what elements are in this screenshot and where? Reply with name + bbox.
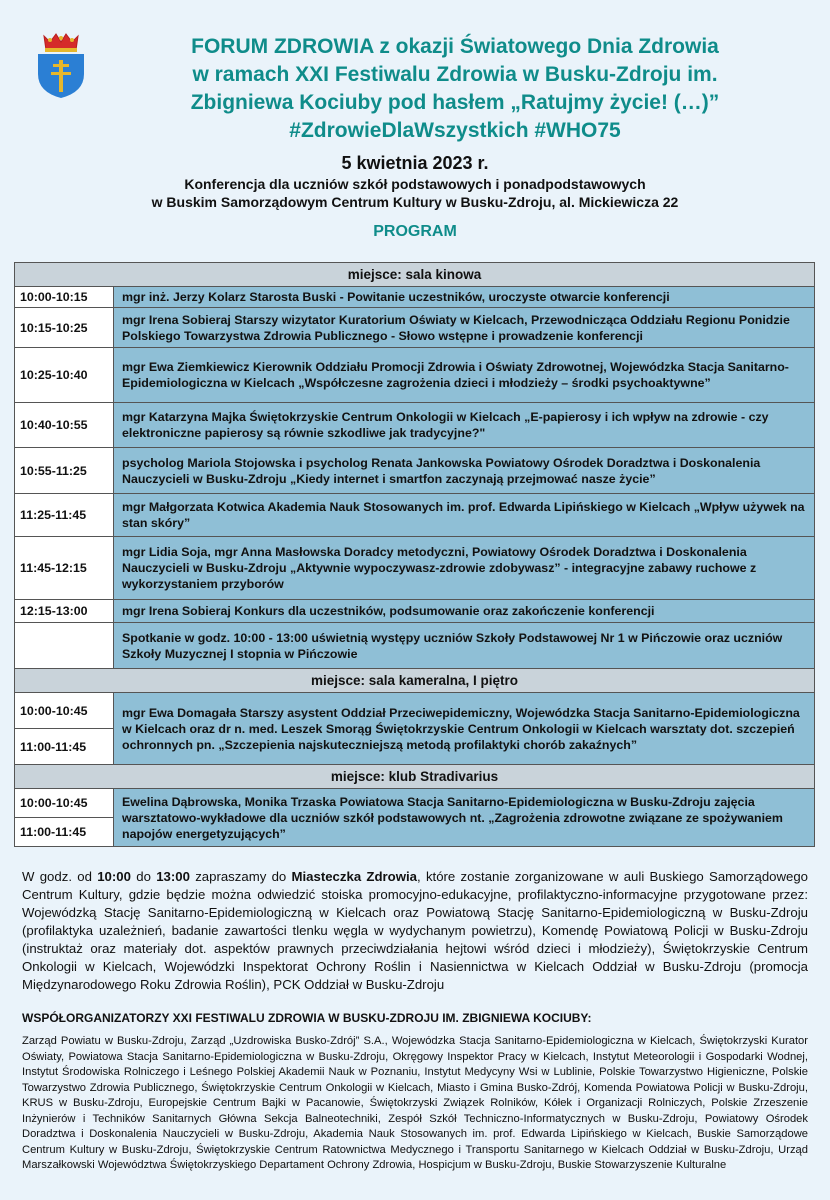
agenda-item: psycholog Mariola Stojowska i psycholog Renata Jankowska Powiatowy Ośrodek Doradztwa i Doskonalenia Nauczycieli w Busku-Zdroju „Kiedy internet i smartfon zaczynają przejmować nasze życie”	[114, 448, 815, 494]
time-cell: 10:55-11:25	[15, 448, 114, 494]
program-heading: PROGRAM	[373, 223, 457, 240]
time-cell: 10:00-10:45	[15, 693, 114, 729]
title-line-3: Zbigniewa Kociuby pod hasłem „Ratujmy życie! (…)”	[190, 91, 720, 114]
agenda-item: Spotkanie w godz. 10:00 - 13:00 uświetnią występy uczniów Szkoły Podstawowej Nr 1 w Pińczowie oraz uczniów Szkoły Muzycznej I stopnia w Pińczowie	[114, 623, 815, 669]
section-header: miejsce: klub Stradivarius	[15, 765, 815, 789]
agenda-item: mgr Małgorzata Kotwica Akademia Nauk Stosowanych im. prof. Edwarda Lipińskiego w Kielcach „Wpływ używek na stan skóry”	[114, 494, 815, 537]
agenda-item: mgr Lidia Soja, mgr Anna Masłowska Doradcy metodyczni, Powiatowy Ośrodek Doradztwa i Doskonalenia Nauczycieli w Busku-Zdroju „Aktywnie wypoczywasz-zdrowie zdobywasz” - integracyjne zabawy ruchowe z wykorzystaniem przyborów	[114, 537, 815, 600]
time-cell: 10:25-10:40	[15, 348, 114, 403]
info-text: W godz. od	[22, 869, 98, 884]
conference-line-1: Konferencja dla uczniów szkół podstawowych i ponadpodstawowych	[184, 176, 646, 192]
time-cell: 10:15-10:25	[15, 308, 114, 348]
time-cell: 10:40-10:55	[15, 403, 114, 448]
info-text: zapraszamy do	[189, 869, 292, 884]
agenda-item: Ewelina Dąbrowska, Monika Trzaska Powiatowa Stacja Sanitarno-Epidemiologiczna w Busku-Zdroju zajęcia warsztatowo-wykładowe dla uczniów szkół podstawowych nt. „Zagrożenia zdrowotne związane ze spożywaniem napojów energetyzujących”	[114, 789, 815, 847]
coorganizers-heading: WSPÓŁORGANIZATORZY XXI FESTIWALU ZDROWIA W BUSKU-ZDROJU IM. ZBIGNIEWA KOCIUBY:	[22, 1011, 592, 1025]
health-town-info	[22, 868, 808, 994]
time-cell: 12:15-13:00	[15, 600, 114, 623]
agenda-item: mgr Irena Sobieraj Konkurs dla uczestników, podsumowanie oraz zakończenie konferencji	[114, 600, 815, 623]
agenda-item: mgr Katarzyna Majka Świętokrzyskie Centrum Onkologii w Kielcach „E-papierosy i ich wpływ na zdrowie - czy elektroniczne papierosy są równie szkodliwe jak tradycyjne?"	[114, 403, 815, 448]
time-cell: 11:25-11:45	[15, 494, 114, 537]
page-title	[110, 33, 800, 145]
time-cell: 10:00-10:15	[15, 287, 114, 308]
agenda-item: mgr Ewa Domagała Starszy asystent Oddział Przeciwepidemiczny, Wojewódzka Stacja Sanitarno-Epidemiologiczna w Kielcach oraz dr n. med. Leszek Smorąg Świętokrzyskie Centrum Onkologii w Kielcach warsztaty dot. szczepień ochronnych pn. „Szczepienia najskuteczniejszą metodą profilaktyki chorób zakaźnych”	[114, 693, 815, 765]
info-text: , które zostanie zorganizowane w auli Buskiego Samorządowego Centrum Kultury, gdzie będzie można odwiedzić stoiska promocyjno-edukacyjne, profilaktyczno-informacyjne przygotowane przez: Wojewódzką Stację Sanitarno-Epidemiologiczną w Kielcach oraz Powiatową Stację Sanitarno-Epidemiologiczną w Busku-Zdroju (profilaktyka uzależnień, badanie zawartości tlenku węgla w wydychanym powietrzu), Komendę Powiatową Policji w Busku-Zdroju (instruktaż oraz materiały dot. aspektów prawnych przeciwdziałania hejtowi wśród dzieci i młodzieży), Świętokrzyskie Centrum Onkologii w Kielcach, Wojewódzki Inspektorat Ochrony Roślin i Nasiennictwa w Kielcach Oddział w Busku-Zdroju (promocja Międzynarodowego Roku Zdrowia Roślin), PCK Oddział w Busku-Zdroju	[22, 869, 809, 992]
time-cell: 10:00-10:45	[15, 789, 114, 818]
coorganizers-list: Zarząd Powiatu w Busku-Zdroju, Zarząd „Uzdrowiska Busko-Zdrój” S.A., Wojewódzka Stacja Sanitarno-Epidemiologiczna w Kielcach, Świętokrzyski Kurator Oświaty, Powiatowa Stacja Sanitarno-Epidemiologiczna w Busku-Zdroju, Okręgowy Inspektor Pracy w Kielcach, Instytut Meteorologii i Gospodarki Wodnej, Instytut Środowiska Rolniczego i Leśnego Polskiej Akademii Nauk w Poznaniu, Instytut Medycyny Wsi w Lublinie, Polskie Towarzystwo Higieniczne, Polskie Towarzystwo Zdrowia Publicznego, Świętokrzyskie Centrum Onkologii w Kielcach, Miasto i Gmina Busko-Zdrój, Komenda Powiatowa Policji w Busku-Zdroju, KRUS w Busku-Zdroju, Europejskie Centrum Bajki w Pacanowie, Świętokrzyski Związek Rolników, Kółek i Organizacji Rolniczych, Polskie Zrzeszenie Inżynierów i Techników Sanitarnych Główna Sekcja Balneotechniki, Zespół Szkół Techniczno-Informatycznych w Busku-Zdroju, Powiatowy Ośrodek Doradztwa i Doskonalenia Nauczycieli w Busku-Zdroju, Akademia Nauk Stosowanych im. prof. Edwarda Lipińskiego w Kielcach, Buskie Samorządowe Centrum Kultury w Busku-Zdroju, Świętokrzyskie Centrum Ratownictwa Medycznego i Transportu Sanitarnego w Kielcach Oddział w Busku-Zdroju, Urząd Marszałkowski Województwa Świętokrzyskiego Departament Ochrony Zdrowia, Hospicjum w Busku-Zdroju, Buskie Stowarzyszenie Kulturalne	[22, 1035, 808, 1171]
agenda-item: mgr Ewa Ziemkiewicz Kierownik Oddziału Promocji Zdrowia i Oświaty Zdrowotnej, Wojewódzka Stacja Sanitarno-Epidemiologiczna w Kielcach „Współczesne zagrożenia dzieci i młodzieży – środki psychoaktywne”	[114, 348, 815, 403]
program-table	[14, 262, 815, 847]
conference-line-2: w Buskim Samorządowym Centrum Kultury w Busku-Zdroju, al. Mickiewicza 22	[151, 194, 679, 210]
info-time: 13:00	[156, 869, 190, 884]
info-highlight: Miasteczka Zdrowia	[291, 869, 417, 884]
event-date: 5 kwietnia 2023 r.	[341, 153, 489, 173]
title-line-2: w ramach XXI Festiwalu Zdrowia w Busku-Zdroju im.	[192, 63, 718, 86]
time-cell: 11:00-11:45	[15, 818, 114, 847]
agenda-item: mgr Irena Sobieraj Starszy wizytator Kuratorium Oświaty w Kielcach, Przewodnicząca Oddziału Regionu Ponidzie Polskiego Towarzystwa Zdrowia Publicznego - Słowo wstępne i prowadzenie konferencji	[114, 308, 815, 348]
agenda-item: mgr inż. Jerzy Kolarz Starosta Buski - Powitanie uczestników, uroczyste otwarcie konferencji	[114, 287, 815, 308]
conference-info	[0, 175, 830, 211]
time-cell: 11:45-12:15	[15, 537, 114, 600]
section-header: miejsce: sala kameralna, I piętro	[15, 669, 815, 693]
info-time: 10:00	[97, 869, 131, 884]
title-line-4: #ZdrowieDlaWszystkich #WHO75	[289, 119, 621, 142]
info-text: do	[130, 869, 157, 884]
title-line-1: FORUM ZDROWIA z okazji Światowego Dnia Zdrowia	[191, 35, 719, 58]
section-header: miejsce: sala kinowa	[15, 263, 815, 287]
time-cell: 11:00-11:45	[15, 729, 114, 765]
time-cell	[15, 623, 114, 669]
coat-of-arms-icon	[26, 30, 96, 100]
